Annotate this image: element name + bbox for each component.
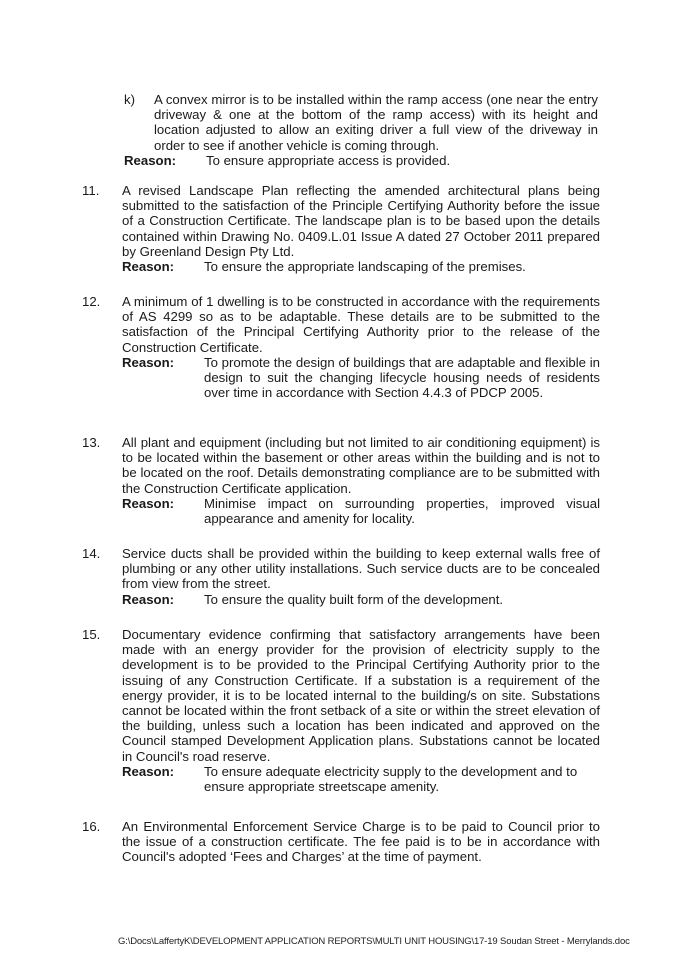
sub-item-reason — [124, 153, 598, 168]
condition-number: 14. — [82, 546, 101, 561]
reason-label: Reason: — [124, 153, 177, 168]
condition-text: All plant and equipment (including but not limited to air conditioning equipment) is to be located within the basement or other areas within the building and is not to be located on the roof. Details demonstrating compliance are to be submitted with the Construction Certificate application. — [122, 435, 600, 496]
condition-number: 12. — [82, 294, 101, 309]
condition-reason — [122, 496, 600, 526]
condition-body — [122, 183, 600, 274]
condition-body — [122, 294, 600, 400]
condition-reason — [122, 764, 600, 794]
condition-reason — [122, 355, 600, 401]
sub-item-body — [154, 92, 598, 153]
condition-number: 16. — [82, 819, 101, 834]
reason-label: Reason: — [122, 354, 175, 370]
condition-reason — [122, 259, 600, 274]
condition-text: A minimum of 1 dwelling is to be constructed in accordance with the requirements of AS 4299 so as to be adaptable. These details are to be submitted to the satisfaction of the Principal Certifying Authority prior to the release of the Construction Certificate. — [122, 294, 600, 355]
condition-body — [122, 435, 600, 526]
reason-text: To ensure adequate electricity supply to the development and to ensure appropriate streetscape amenity. — [204, 763, 578, 795]
reason-text: Minimise impact on surrounding properties, improved visual appearance and amenity for locality. — [204, 495, 600, 527]
condition-body — [122, 819, 600, 865]
condition-text: Service ducts shall be provided within the building to keep external walls free of plumbing or any other utility installations. Such service ducts are to be concealed from view from the street. — [122, 546, 600, 592]
reason-label: Reason: — [122, 591, 175, 607]
sub-item-letter: k) — [124, 92, 135, 107]
condition-text: An Environmental Enforcement Service Charge is to be paid to Council prior to the issue of a construction certificate. The fee paid is to be in accordance with Council's adopted ‘Fees and Charges’ at the time of payment. — [122, 819, 600, 865]
reason-text: To promote the design of buildings that are adaptable and flexible in design to suit the changing lifecycle housing needs of residents over time in accordance with Section 4.4.3 of PDCP 2005. — [204, 354, 600, 401]
condition-number: 15. — [82, 627, 101, 642]
document-footer-path: G:\Docs\LaffertyK\DEVELOPMENT APPLICATION REPORTS\MULTI UNIT HOUSING\17-19 Soudan Street - Merrylands.doc — [118, 936, 630, 947]
reason-text: To ensure the appropriate landscaping of the premises. — [204, 259, 526, 275]
condition-number: 11. — [82, 183, 100, 198]
reason-label: Reason: — [122, 495, 175, 511]
sub-item-text: A convex mirror is to be installed within the ramp access (one near the entry driveway & one at the bottom of the ramp access) with its height and location adjusted to allow an exiting driver a full view of the driveway in order to see if another vehicle is coming through. — [154, 92, 598, 153]
reason-label: Reason: — [122, 259, 175, 275]
condition-body — [122, 627, 600, 794]
reason-text: To ensure appropriate access is provided. — [206, 153, 451, 168]
reason-text: To ensure the quality built form of the development. — [204, 591, 504, 607]
condition-reason — [122, 592, 600, 607]
condition-text: A revised Landscape Plan reflecting the amended architectural plans being submitted to the satisfaction of the Principle Certifying Authority before the issue of a Construction Certificate. The landscape plan is to be based upon the details contained within Drawing No. 0409.L.01 Issue A dated 27 October 2011 prepared by Greenland Design Pty Ltd. — [122, 183, 600, 259]
reason-label: Reason: — [122, 763, 175, 779]
condition-body — [122, 546, 600, 607]
condition-number: 13. — [82, 435, 101, 450]
condition-text: Documentary evidence confirming that satisfactory arrangements have been made with an energy provider for the provision of electricity supply to the development is to be provided to the Principal Certifying Authority prior to the issuing of any Construction Certificate. If a substation is a requirement of the energy provider, it is to be located internal to the building/s on site. Substations cannot be located within the front setback of a site or within the street elevation of the building, unless such a location has been indicated and approved on the Council stamped Development Application plans. Substations cannot be located in Council's road reserve. — [122, 627, 600, 764]
